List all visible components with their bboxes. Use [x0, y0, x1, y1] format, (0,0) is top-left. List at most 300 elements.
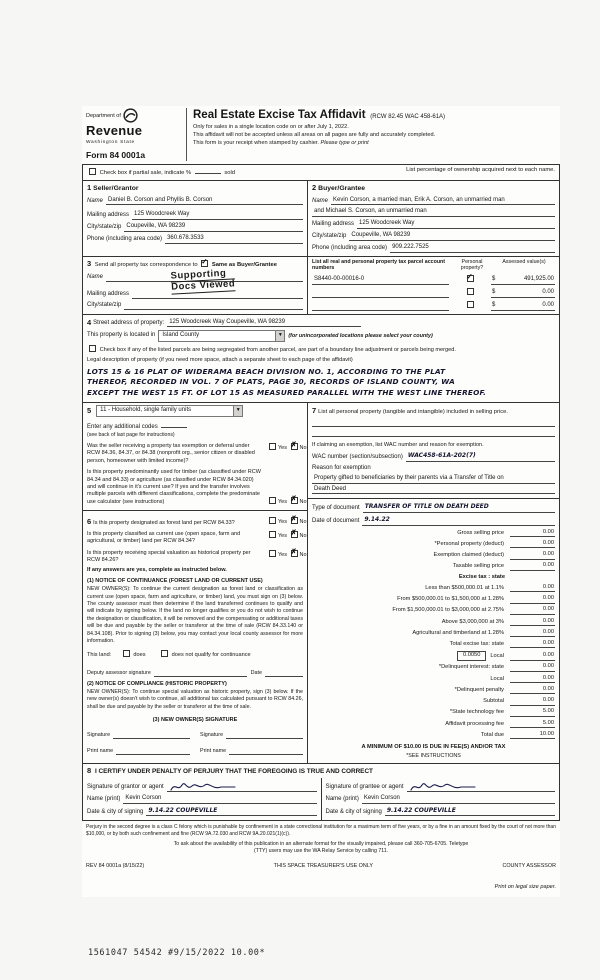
exemption-claimed-value[interactable]: 0.00	[510, 551, 555, 559]
header-note-3-text: This form is your receipt when stamped by cashier.	[193, 140, 319, 147]
perjury-statement: Perjury in the second degree is a class C felony which is punishable by confinement in a state correctional institution for a maximum term of five years, or by a fine in an amount fixed by the court of not more than $10,000, or by both such confinement and fine (RCW 9A.72.030 and RCW 9A.20.021(1)(c)).	[86, 824, 556, 838]
parcel-checkbox-cell-3	[449, 301, 491, 311]
grantee-signature-label: Signature of grantee or agent	[325, 784, 404, 791]
delinquent-penalty-label: *Delinquent penalty	[454, 686, 504, 693]
tier-3-value[interactable]: 0.00	[510, 606, 555, 614]
current-use-no-label: No	[299, 533, 307, 540]
deputy-date-field[interactable]	[265, 669, 303, 677]
section-2-number: 2	[312, 182, 317, 192]
correspondence-city-label: City/state/zip	[87, 302, 122, 309]
seller-buyer-sections	[83, 181, 559, 257]
segregated-label: Check box if any of the listed parcels are being segregated from another parcel, are part of a boundary line adjustment or parcels being merged.	[99, 347, 456, 354]
notice-3-title: (3) NEW OWNER(S) SIGNATURE	[152, 717, 238, 724]
personal-property-deduct-label: *Personal property (deduct)	[434, 541, 504, 548]
this-land-label: This land:	[87, 652, 112, 659]
grantor-signature-label: Signature of grantor or agent	[87, 784, 164, 791]
parcel-number-field-2[interactable]	[312, 290, 449, 298]
grantor-certification	[83, 778, 321, 821]
treasurer-use-label: THIS SPACE TREASURER'S USE ONLY	[273, 862, 373, 869]
timber-yes-checkbox[interactable]	[269, 497, 276, 504]
buyer-city-field[interactable]	[349, 232, 555, 241]
header-note-2: This affidavit will not be accepted unless all areas on all pages are fully and accurately completed.	[193, 132, 436, 139]
grantor-date-label: Date & city of signing	[87, 808, 144, 815]
personal-property-deduct-row	[312, 540, 555, 548]
exemption-question-text: Was the seller receiving a property tax exemption or deferral under RCW 84.36, 84.37, or 84.38 (nonprofit org., senior citizen or disabled person, homeowner with limited income)?	[87, 442, 255, 464]
total-due-value[interactable]: 10.00	[510, 731, 555, 739]
grantee-date-field[interactable]	[385, 807, 555, 817]
taxable-selling-price-value[interactable]: 0.00	[510, 562, 555, 570]
land-use-code-value: 11 - Household, single family units	[100, 407, 192, 414]
correspondence-parcel-sections	[83, 257, 559, 315]
section-6-number: 6	[87, 517, 92, 527]
gross-selling-price-label: Gross selling price	[457, 529, 504, 536]
reason-line-1-value: Property gifted to beneficiaries by their parents via a Transfer of Title on	[314, 474, 504, 481]
additional-codes-row	[87, 421, 303, 432]
timber-no-checkbox[interactable]	[291, 497, 298, 504]
legal-description-label: Legal description of property (if you need more space, attach a separate sheet to each page of the affidavit)	[87, 357, 353, 364]
exemption-question-answers	[267, 443, 307, 465]
additional-codes-field[interactable]	[161, 421, 187, 428]
county-select-value: Island County	[162, 332, 200, 339]
reason-line-2-row	[312, 486, 555, 495]
buyer-phone-field[interactable]	[390, 244, 555, 253]
form-header	[82, 106, 560, 164]
owner-printname-1	[87, 747, 190, 755]
agricultural-row	[312, 629, 555, 637]
grantee-name-field[interactable]	[362, 795, 555, 804]
type-of-document-field[interactable]	[363, 503, 555, 513]
certification-section	[83, 764, 559, 821]
alternate-format-line-2: (TTY) users may use the WA Relay Service by calling 711.	[253, 847, 389, 854]
grantee-certification	[321, 778, 560, 821]
stamp-line-1: Supporting	[170, 268, 234, 283]
type-of-document-label: Type of document	[312, 505, 360, 512]
affidavit-page	[82, 106, 560, 897]
department-of-label: Department of	[86, 113, 121, 119]
form-body	[82, 164, 560, 821]
grantor-name-field[interactable]	[123, 795, 316, 804]
timber-no-label: No	[299, 499, 307, 506]
seller-name-label: Name	[87, 197, 104, 204]
additional-codes-label: Enter any additional codes	[87, 424, 158, 431]
tier-2-label: From $500,000.01 to $1,500,000 at 1.28%	[397, 596, 504, 603]
new-owner-printname-row	[87, 747, 303, 755]
legal-description-line-1: LOTS 15 & 16 PLAT OF WIDERAMA BEACH DIVISION NO. 1, ACCORDING TO THE PLAT	[87, 366, 446, 376]
local-rate-box[interactable]: 0.0050	[457, 651, 486, 660]
historic-no-label: No	[299, 551, 307, 558]
personal-property-blank-line-1[interactable]	[312, 417, 555, 427]
grantor-date-value: 9.14.22 COUPEVILLE	[148, 806, 218, 814]
reason-exemption-label: Reason for exemption	[312, 465, 371, 472]
historic-no-checkbox[interactable]	[291, 550, 298, 557]
current-use-no-checkbox[interactable]	[291, 531, 298, 538]
tier-2-value[interactable]: 0.00	[510, 595, 555, 603]
revenue-wordmark: Revenue	[86, 123, 143, 138]
forest-question-text	[87, 517, 267, 527]
partial-sale-left	[87, 167, 235, 178]
timber-question-text: Is this property predominantly used for timber (as classified under RCW 84.34 and 84.33) or agriculture (as classified under RCW 84.34.020) and will continue in it's current use? If yes and the transfer involves multiple parcels with different classifications, complete the predominate use calculator (see instructions)	[87, 469, 261, 505]
grantee-signature-field[interactable]	[407, 781, 555, 792]
personal-property-checkbox-2[interactable]	[467, 288, 474, 295]
partial-sale-label: Check box if partial sale, indicate %	[99, 170, 192, 177]
legal-description-line-3: EXCEPT THE WEST 15 FT. OF LOT 15 AS MEASURED PARALLEL WITH THE WEST LINE THEREOF.	[87, 387, 487, 397]
parcel-row-2	[312, 288, 555, 298]
alternate-format-note	[82, 839, 560, 857]
land-use-column	[83, 403, 307, 762]
buyer-name-field-2[interactable]	[312, 208, 555, 217]
type-or-print-note: Please type or print	[320, 140, 369, 147]
certify-row	[83, 764, 559, 778]
partial-sold-label: sold	[224, 170, 236, 177]
alternate-format-line-1: To ask about the availability of this publication in an alternate format for the visually impaired, please call 360-705-6705. Teletype	[173, 840, 469, 847]
notice-2-title: (2) NOTICE OF COMPLIANCE (HISTORIC PROPERTY)	[87, 680, 227, 687]
document-type-block	[308, 498, 559, 526]
state-technology-fee-value[interactable]: 5.00	[510, 708, 555, 716]
correspondence-mailing-field[interactable]	[132, 291, 303, 299]
owner-signature-2-field[interactable]	[226, 731, 303, 739]
grantor-signature-field[interactable]	[167, 781, 317, 792]
assessed-value-cell-1[interactable]	[491, 276, 555, 285]
grantee-signature-scribble	[409, 781, 479, 793]
certify-statement: I CERTIFY UNDER PENALTY OF PERJURY THAT THE FOREGOING IS TRUE AND CORRECT	[94, 767, 373, 775]
assessed-value-3: 0.00	[542, 301, 554, 308]
buyer-mailing-label: Mailing address	[312, 221, 355, 228]
owner-signature-2-label: Signature	[200, 732, 224, 739]
tier-4-row	[312, 618, 555, 626]
parcel-table-header	[312, 259, 555, 273]
buyer-section-head	[312, 183, 555, 194]
personal-property-deduct-value[interactable]: 0.00	[510, 540, 555, 548]
agricultural-value[interactable]: 0.00	[510, 629, 555, 637]
stamp-line-2: Docs Viewed	[170, 278, 236, 294]
assessed-value-cell-2[interactable]	[491, 289, 555, 298]
forest-question-label: Is this property designated as forest land per RCW 84.33?	[93, 520, 235, 527]
current-use-yes-checkbox[interactable]	[269, 531, 276, 538]
total-excise-state-row	[312, 640, 555, 648]
correspondence-head	[87, 259, 303, 270]
deputy-assessor-signature-field[interactable]	[154, 669, 247, 677]
date-of-document-label: Date of document	[312, 518, 360, 525]
forest-no-checkbox[interactable]	[291, 517, 298, 524]
delinquent-penalty-value[interactable]: 0.00	[510, 686, 555, 694]
does-qualify-checkbox[interactable]	[123, 650, 130, 657]
parcel-number-field-1[interactable]	[312, 276, 449, 285]
tier-3-label: From $1,500,000.01 to $3,000,000 at 2.75%	[392, 607, 504, 614]
correspondence-city-field[interactable]	[124, 302, 303, 310]
state-technology-fee-row	[312, 708, 555, 716]
seller-city-value: Coupeville, WA 98239	[126, 223, 186, 230]
dor-logo-block	[86, 108, 184, 161]
historic-question-answers	[267, 550, 307, 564]
seller-phone-label: Phone (including area code)	[87, 235, 163, 242]
affidavit-processing-fee-label: Affidavit processing fee	[445, 720, 504, 727]
county-select[interactable]	[158, 330, 285, 342]
deputy-assessor-label: Deputy assessor signature	[87, 669, 151, 676]
wac-number-field[interactable]	[406, 452, 555, 462]
section-4-number: 4	[87, 317, 92, 327]
total-due-label: Total due	[480, 731, 504, 738]
land-use-code-select[interactable]	[96, 405, 243, 417]
parcel-number-field-3[interactable]	[312, 303, 449, 311]
wac-number-row	[312, 452, 555, 462]
forest-land-section	[83, 510, 307, 757]
seller-name-field[interactable]	[106, 197, 303, 206]
tier-1-value[interactable]: 0.00	[510, 584, 555, 592]
codes-instructions-note: (see back of last page for instructions)	[87, 432, 175, 439]
same-as-buyer-checkbox[interactable]	[201, 260, 208, 267]
grantor-date-field[interactable]	[146, 807, 316, 817]
street-address-value: 125 Woodcreek Way Coupeville, WA 98239	[169, 318, 286, 325]
new-owner-signature-row	[87, 731, 303, 739]
grantee-name-label: Name (print)	[325, 795, 359, 802]
type-of-document-value: TRANSFER OF TITLE ON DEATH DEED	[364, 503, 489, 511]
parcel-checkbox-cell-1	[449, 275, 491, 285]
subtotal-value[interactable]: 0.00	[510, 697, 555, 705]
seller-city-label: City/state/zip	[87, 224, 122, 231]
forest-yes-label: Yes	[278, 519, 287, 526]
seller-section-head	[87, 183, 303, 194]
correspondence-mailing-label: Mailing address	[87, 291, 130, 298]
timber-question-row	[87, 469, 307, 506]
owner-printname-2-field[interactable]	[229, 747, 303, 755]
current-use-question-answers	[267, 531, 307, 545]
personal-property-head-text	[312, 406, 555, 417]
owner-signature-1-field[interactable]	[113, 731, 190, 739]
seller-name-value: Daniel B. Corson and Phyllis B. Corson	[108, 196, 213, 203]
exemption-no-checkbox[interactable]	[291, 443, 298, 450]
grantor-name-value: Kevin Corson	[125, 794, 162, 801]
buyer-section	[307, 181, 559, 256]
reason-line-2-value: Death Deed	[314, 485, 347, 492]
date-of-document-row	[312, 516, 555, 526]
seller-section	[83, 181, 307, 256]
state-technology-fee-label: *State technology fee	[449, 709, 504, 716]
exemption-yes-label: Yes	[278, 444, 287, 451]
buyer-mailing-field[interactable]	[357, 220, 555, 229]
section-5-number: 5	[87, 406, 92, 416]
grantor-signature-scribble	[169, 781, 239, 793]
ownership-percentage-note: List percentage of ownership acquired next to each name.	[406, 167, 555, 174]
owner-printname-2-label: Print name	[200, 748, 227, 755]
reason-line-1-row	[312, 475, 555, 484]
washington-state-label: Washington State	[86, 139, 135, 145]
buyer-phone-value: 909.222.7525	[392, 243, 429, 250]
grantee-name-value: Kevin Corson	[363, 794, 400, 801]
personal-property-blank-line-2[interactable]	[312, 427, 555, 437]
assessed-value-2: 0.00	[542, 289, 554, 296]
buyer-name-field[interactable]	[331, 197, 555, 206]
historic-yes-label: Yes	[278, 551, 287, 558]
forest-question-row	[87, 517, 307, 527]
tier-3-row	[312, 606, 555, 614]
personal-property-header: Personal property?	[460, 258, 484, 272]
personal-property-checkbox-3[interactable]	[467, 301, 474, 308]
personal-property-head	[312, 406, 555, 417]
parcel-numbers-header: List all real and personal property tax parcel account numbers	[312, 258, 446, 272]
tier-4-value[interactable]: 0.00	[510, 618, 555, 626]
delinquent-interest-state-value[interactable]: 0.00	[510, 663, 555, 671]
forest-yes-checkbox[interactable]	[269, 517, 276, 524]
legal-description-line-2: THEREOF, RECORDED IN VOL. 7 OF PLATS, PAGE 30, RECORDS OF ISLAND COUNTY, WA	[87, 377, 455, 387]
taxable-selling-price-row	[312, 562, 555, 570]
owner-printname-2	[200, 747, 303, 755]
grantor-name-row	[87, 795, 317, 804]
owner-signature-2	[200, 731, 303, 739]
timber-yes-label: Yes	[278, 499, 287, 506]
legal-description-field[interactable]	[87, 367, 555, 399]
seller-mailing-value: 125 Woodcreek Way	[134, 211, 190, 218]
correspondence-section	[83, 257, 307, 314]
title-line	[193, 108, 556, 123]
correspondence-name-label: Name	[87, 274, 104, 281]
seller-mailing-label: Mailing address	[87, 212, 130, 219]
assessed-value-cell-3[interactable]	[491, 302, 555, 311]
exemption-yes-checkbox[interactable]	[269, 443, 276, 450]
date-of-document-field[interactable]	[362, 516, 555, 526]
minimum-due-note: A MINIMUM OF $10.00 IS DUE IN FEE(S) AND/OR TAX	[361, 744, 506, 751]
date-of-document-value: 9.14.22	[364, 516, 390, 524]
local-label: Local	[490, 653, 504, 660]
deputy-date-label: Date	[250, 669, 262, 676]
grantee-signature-row	[326, 781, 556, 792]
delinquent-interest-local-value[interactable]: 0.00	[510, 675, 555, 683]
delinquent-interest-local-row	[312, 675, 555, 683]
dollar-sign-1: $	[492, 276, 496, 283]
notice-2-body: NEW OWNER(S): To continue special valuation as historic property, sign (3) below. If the new owner(s) doesn't wish to continue, all additional tax calculated pursuant to RCW 84.26, shall be due and payable by the seller or transferor at the time of sale.	[87, 688, 303, 710]
delinquent-interest-local-label: Local	[490, 675, 504, 682]
local-value[interactable]: 0.00	[510, 652, 555, 660]
local-rate-row	[312, 651, 555, 660]
seller-phone-field[interactable]	[165, 235, 303, 244]
county-note: (for unincorporated locations please select your county)	[288, 332, 433, 339]
deputy-assessor-row	[87, 669, 303, 677]
assessed-values-header: Assessed value(s)	[502, 258, 546, 265]
buyer-mailing-value: 125 Woodcreek Way	[359, 220, 415, 227]
exemption-no-label: No	[299, 444, 307, 451]
dor-logo-top	[86, 108, 184, 123]
cashier-receipt-stamp: 1561047 54542 #9/15/2022 10.00*	[88, 948, 266, 958]
dollar-sign-3: $	[492, 301, 496, 308]
affidavit-processing-fee-row	[312, 720, 555, 728]
legal-size-paper-note: Print on legal size paper.	[494, 884, 556, 890]
gross-selling-price-row	[312, 529, 555, 537]
seller-city-field[interactable]	[124, 223, 303, 232]
seller-mailing-field[interactable]	[132, 211, 303, 220]
street-address-label: Street address of property:	[93, 319, 165, 326]
segregated-row	[87, 345, 555, 354]
historic-question-row	[87, 549, 307, 564]
owner-signature-1	[87, 731, 190, 739]
grantee-name-row	[326, 795, 556, 804]
seller-section-title: Seller/Grantor	[93, 184, 139, 192]
exemption-claimed-label: Exemption claimed (deduct)	[433, 552, 504, 559]
buyer-name-value-1: Kevin Corson, a married man, Erik A. Corson, an unmarried man	[333, 196, 505, 203]
subtotal-row	[312, 697, 555, 705]
buyer-section-title: Buyer/Grantee	[318, 184, 366, 192]
parcel-row-1	[312, 275, 555, 285]
wac-number-label: WAC number (section/subsection)	[312, 454, 403, 461]
tier-1-label: Less than $500,000.01 at 1.1%	[425, 585, 504, 592]
parcel-checkbox-cell-2	[449, 288, 491, 298]
grantee-date-value: 9.14.22 COUPEVILLE	[386, 806, 456, 814]
form-number: Form 84 0001a	[86, 150, 146, 161]
claim-exemption-label: If claiming an exemption, list WAC number and reason for exemption.	[312, 442, 484, 448]
wac-number-value: WAC458-61A-202(7)	[407, 452, 476, 460]
total-due-row	[312, 731, 555, 739]
does-not-label: does not qualify for continuance	[171, 652, 251, 659]
grantee-date-row	[326, 807, 556, 817]
rev-number: REV 84 0001a (8/15/22)	[86, 862, 145, 869]
seller-phone-value: 360.678.3533	[167, 234, 204, 241]
grantee-date-label: Date & city of signing	[325, 808, 382, 815]
subtotal-label: Subtotal	[483, 698, 504, 705]
if-yes-note: If any answers are yes, complete as instructed below.	[87, 566, 227, 573]
partial-sale-checkbox[interactable]	[89, 168, 96, 175]
current-use-question-text: Is this property classified as current use (open space, farm and agricultural, or timber) land per RCW 84.34?	[87, 531, 241, 545]
buyer-name-label: Name	[312, 197, 329, 204]
parcel-table-section	[307, 257, 559, 314]
use-code-row	[87, 405, 303, 417]
current-use-yes-label: Yes	[278, 533, 287, 540]
partial-sale-row	[83, 165, 559, 181]
buyer-phone-label: Phone (including area code)	[312, 244, 388, 251]
footer-row	[82, 857, 560, 870]
forest-question-answers	[267, 517, 307, 527]
reason-line-1-field[interactable]	[312, 475, 555, 484]
historic-question-text: Is this property receiving special valuation as historical property per RCW 84.26?	[87, 549, 251, 563]
dollar-sign-2: $	[492, 289, 496, 296]
buyer-city-label: City/state/zip	[312, 232, 347, 239]
taxable-selling-price-label: Taxable selling price	[452, 563, 504, 570]
segregated-checkbox[interactable]	[89, 345, 96, 352]
title-block	[186, 108, 556, 161]
personal-property-checkbox-1[interactable]	[467, 275, 474, 282]
forest-no-label: No	[299, 519, 307, 526]
county-row	[87, 330, 555, 342]
gross-selling-price-value[interactable]: 0.00	[510, 529, 555, 537]
does-not-qualify-checkbox[interactable]	[161, 650, 168, 657]
chevron-down-icon: ▼	[275, 331, 284, 341]
grantor-name-label: Name (print)	[87, 795, 121, 802]
county-assessor-label: COUNTY ASSESSOR	[502, 862, 556, 869]
partial-percent-field[interactable]	[195, 167, 221, 174]
dor-logo-icon	[123, 108, 138, 123]
reason-line-2-field[interactable]	[312, 486, 555, 495]
parcel-number-value-1: S8440-00-00016-0	[314, 276, 365, 283]
notice-1-body: NEW OWNER(S): To continue the current designation as forest land or classification as current use (open space, farm and agriculture, or timber) land, you must sign on (3) below. The county assessor must then determine if the land transferred continues to qualify and will indicate by signing below. If the land no longer qualifies or you do not wish to continue the designation or classification, it will be removed and the compensating or additional taxes will be due and payable by the seller or transferor at the time of sale (RCW 84.33.140 or 84.34.108). Prior to signing (3) below, you may contact your local county assessor for more information.	[87, 586, 303, 645]
total-excise-state-value[interactable]: 0.00	[510, 640, 555, 648]
certification-columns	[83, 778, 559, 821]
send-correspondence-label: Send all property tax correspondence to	[94, 261, 198, 268]
tier-1-row	[312, 584, 555, 592]
owner-signature-1-label: Signature	[87, 732, 111, 739]
same-as-buyer-label: Same as Buyer/Grantee	[211, 261, 277, 268]
header-note-1: Only for sales in a single location code on or after July 1, 2022.	[193, 123, 349, 130]
historic-yes-checkbox[interactable]	[269, 550, 276, 557]
section-1-number: 1	[87, 182, 92, 192]
tier-2-row	[312, 595, 555, 603]
section-3-number: 3	[87, 258, 92, 268]
owner-printname-1-field[interactable]	[116, 747, 190, 755]
buyer-city-value: Coupeville, WA 98239	[351, 231, 411, 238]
delinquent-penalty-row	[312, 686, 555, 694]
supporting-docs-viewed-stamp	[170, 268, 235, 294]
affidavit-processing-fee-value[interactable]: 5.00	[510, 720, 555, 728]
section-7-number: 7	[312, 406, 317, 416]
street-address-field[interactable]	[167, 319, 361, 328]
notice-1-title: (1) NOTICE OF CONTINUANCE (FOREST LAND OR CURRENT USE)	[87, 578, 263, 585]
see-instructions-note: *SEE INSTRUCTIONS	[406, 752, 461, 759]
